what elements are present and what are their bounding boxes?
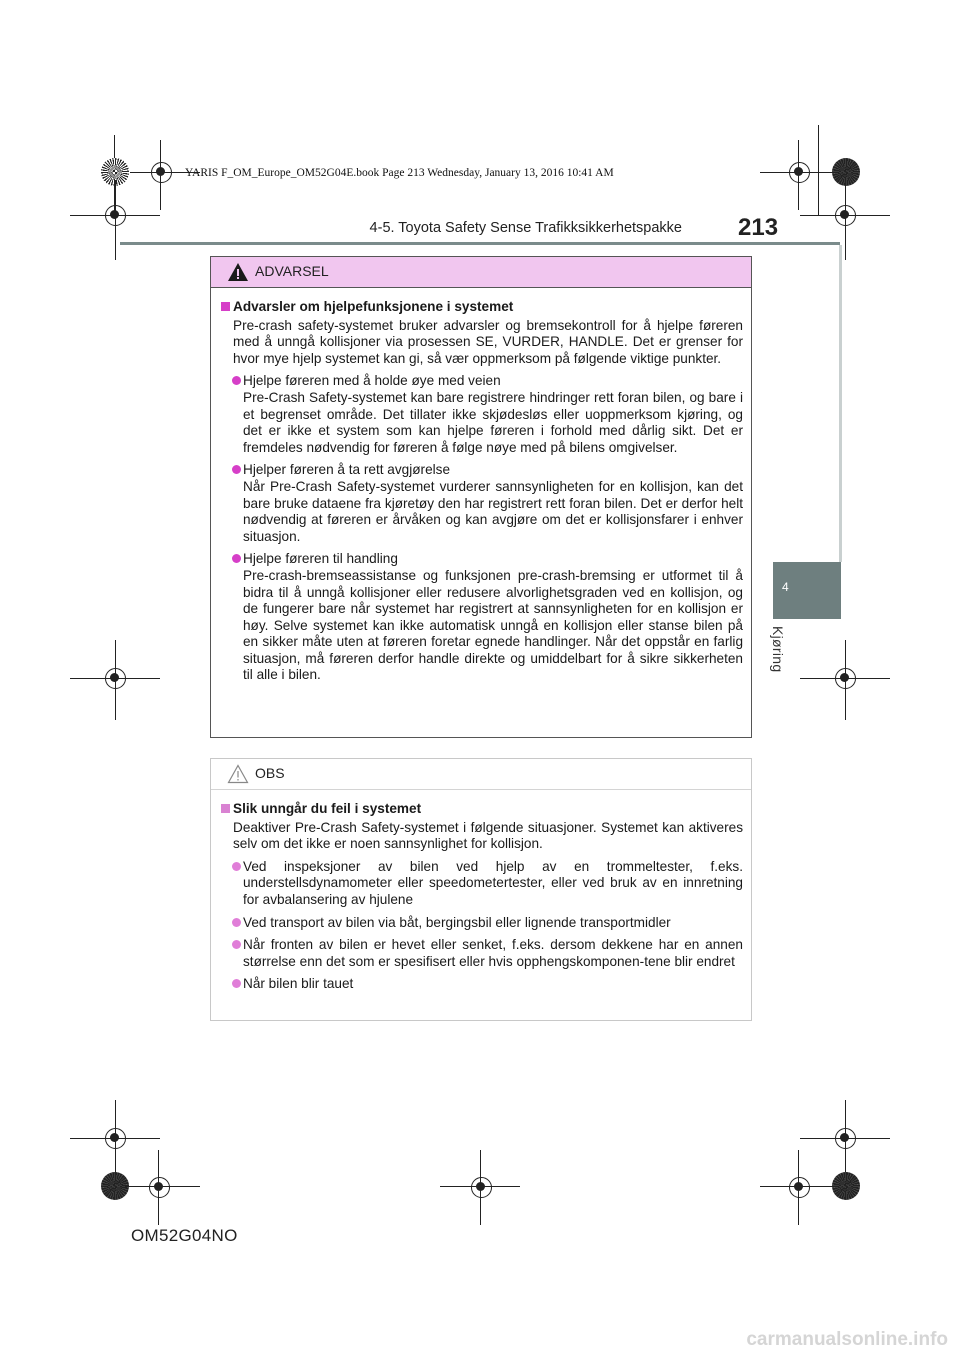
notice-bullet bbox=[221, 915, 743, 932]
chapter-number: 4 bbox=[782, 580, 789, 594]
chapter-name: Kjøring bbox=[770, 626, 786, 673]
round-bullet-icon bbox=[232, 862, 241, 871]
warning-bullet-title: Hjelper føreren å ta rett avgjørelse bbox=[243, 462, 451, 478]
notice-bullet-text: Når fronten av bilen er hevet eller senket, f.eks. dersom dekkene har en annen størrelse enn det som er spesifisert eller hvis opphengskomponen-tene blir endret bbox=[243, 937, 743, 969]
notice-bullet bbox=[221, 937, 743, 970]
warning-bullet-text: Når Pre-Crash Safety-systemet vurderer sannsynligheten for en kollisjon, kan det bare bruke dataene fra kjøretøy den har registrert rett foran bilen. Det er derfor helt nødvendig at føreren er årvåken og kan avgjøre om det er kollisjonsfarer i enhver situasjon. bbox=[243, 478, 743, 544]
notice-bullet bbox=[221, 976, 743, 993]
warning-intro: Pre-crash safety-systemet bruker advarsler og bremsekontroll for å hjelpe føreren med å unngå kollisjoner via prosessen SE, VURDER, HANDLE. Det er grenser for hvor mye hjelp systemet kan gi, så vær oppmerksom på følgende viktige punkter. bbox=[233, 317, 743, 366]
notice-content bbox=[221, 801, 743, 999]
book-print-info: YARIS F_OM_Europe_OM52G04E.book Page 213 Wednesday, January 13, 2016 10:41 AM bbox=[185, 167, 614, 179]
crosshair-top-left-lower bbox=[70, 180, 160, 260]
warning-content bbox=[221, 299, 743, 690]
warning-bullet-text: Pre-crash-bremseassistanse og funksjonen pre-crash-bremsing er utformet til å bidra til å unngå kollisjoner eller redusere alvorlighetsgraden ved en kollisjon, og de fungerer bare når systemet har registrert at sannsynligheten for en kollisjon er høy. Selve systemet kan ikke automatisk unngå en kollisjon eller stanse bilen på en sikker måte uten at føreren foretar egnede handlinger. Når det oppstår en farlig situasjon, må føreren derfor handle direkte og umiddelbart for å sikre sikkerheten til alle i bilen. bbox=[243, 567, 743, 683]
crosshair-mid-left bbox=[70, 640, 160, 720]
crosshair-bottom-left bbox=[125, 1150, 200, 1225]
crosshair-mid-right bbox=[800, 640, 890, 720]
section-header-title: 4-5. Toyota Safety Sense Trafikksikkerhetspakke bbox=[369, 220, 682, 236]
round-bullet-icon bbox=[232, 918, 241, 927]
side-tab-strip bbox=[839, 245, 842, 562]
registration-sunburst-bottom-right bbox=[832, 1172, 860, 1200]
round-bullet-icon bbox=[232, 554, 241, 563]
notice-box-header bbox=[211, 759, 751, 790]
round-bullet-icon bbox=[232, 940, 241, 949]
notice-bullet-text: Ved inspeksjoner av bilen ved hjelp av en trommeltester, f.eks. understellsdynamometer eller speedometertester, eller ved bruk av en innretning for avbalansering av hjulene bbox=[243, 858, 743, 907]
notice-box bbox=[210, 758, 752, 1021]
notice-bullet-text: Ved transport av bilen via båt, bergingsbil eller lignende transportmidler bbox=[243, 914, 671, 930]
warning-box-header bbox=[211, 257, 751, 288]
square-bullet-icon bbox=[221, 302, 230, 311]
warning-triangle-icon bbox=[227, 262, 249, 282]
crosshair-bottom-center bbox=[440, 1150, 520, 1225]
warning-bullet bbox=[221, 462, 743, 545]
warning-bullet bbox=[221, 373, 743, 456]
warning-bullet-text: Pre-Crash Safety-systemet kan bare registrere hindringer rett foran bilen, og bare i et begrenset område. Det tillater ikke skjødesløs eller uoppmerksom kjøring, og det er ikke et system som kan hjelpe føreren i forhold med dårlig sikt. Det er fremdeles nødvendig for føreren å følge nøye med på bilens omgivelser. bbox=[243, 389, 743, 455]
crosshair-bottom-right bbox=[760, 1150, 835, 1225]
warning-bullet bbox=[221, 551, 743, 684]
manual-code: OM52G04NO bbox=[131, 1226, 238, 1245]
page-number: 213 bbox=[738, 214, 779, 241]
watermark: carmanualsonline.info bbox=[746, 1329, 948, 1350]
notice-bullet bbox=[221, 859, 743, 909]
notice-label: OBS bbox=[255, 765, 285, 781]
warning-bullet-title: Hjelpe føreren med å holde øye med veien bbox=[243, 373, 501, 389]
notice-section-title: Slik unngår du feil i systemet bbox=[221, 801, 743, 818]
header-rule bbox=[120, 242, 840, 245]
round-bullet-icon bbox=[232, 465, 241, 474]
warning-section-title: Advarsler om hjelpefunksjonene i systemet bbox=[221, 299, 743, 316]
crosshair-top-right-lower bbox=[800, 180, 890, 260]
chapter-tab bbox=[773, 562, 841, 619]
warning-box bbox=[210, 256, 752, 738]
notice-bullet-text: Når bilen blir tauet bbox=[243, 976, 354, 992]
round-bullet-icon bbox=[232, 376, 241, 385]
warning-bullet-title: Hjelpe føreren til handling bbox=[243, 551, 398, 567]
chapter-label bbox=[770, 626, 810, 686]
notice-intro: Deaktiver Pre-Crash Safety-systemet i følgende situasjoner. Systemet kan aktiveres selv om det ikke er noen sannsynlighet for kollisjon. bbox=[233, 819, 743, 852]
round-bullet-icon bbox=[232, 979, 241, 988]
square-bullet-icon bbox=[221, 804, 230, 813]
warning-label: ADVARSEL bbox=[255, 263, 329, 279]
caution-triangle-icon bbox=[227, 764, 249, 784]
